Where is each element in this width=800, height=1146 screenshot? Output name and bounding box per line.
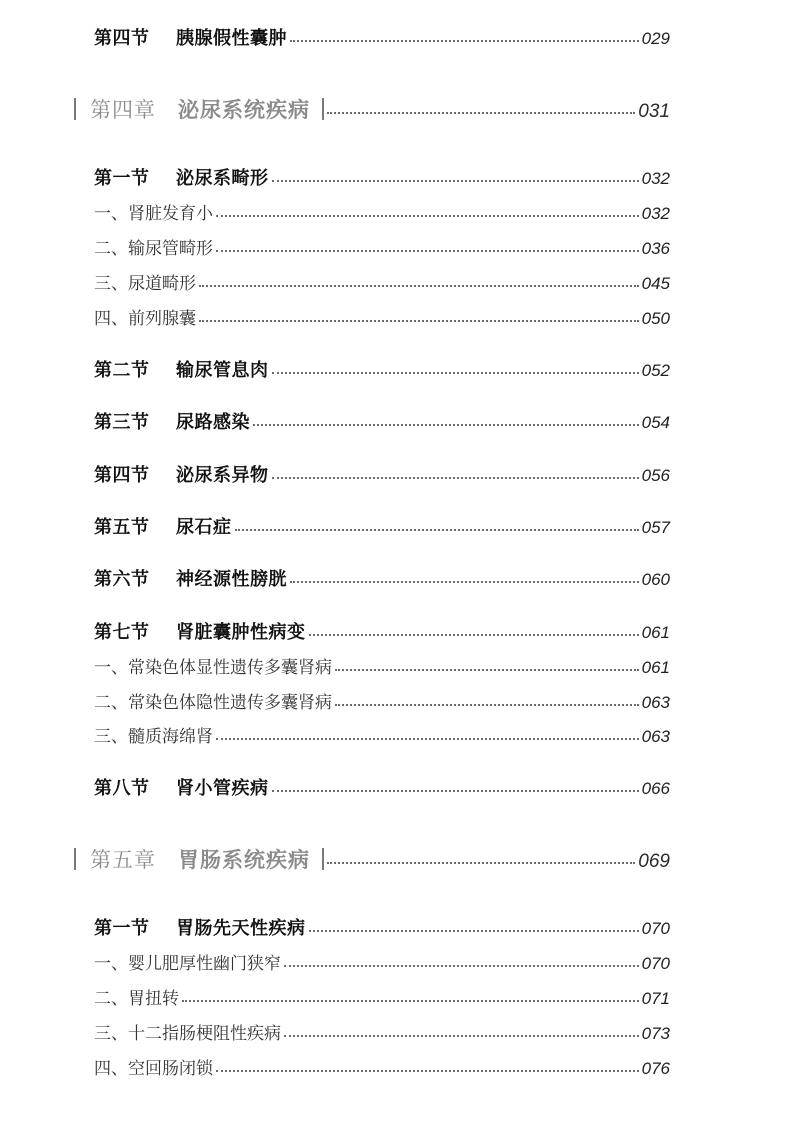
section-number: 第八节 — [94, 778, 150, 799]
section-title: 神经源性膀胱 — [176, 569, 287, 590]
chapter-bar-left — [74, 848, 76, 870]
page-number: 056 — [641, 466, 670, 485]
item-title: 四、空回肠闭锁 — [94, 1059, 213, 1079]
page-number: 061 — [641, 658, 670, 677]
section-number: 第三节 — [94, 412, 150, 433]
dot-leader — [272, 372, 639, 374]
entry-label — [94, 914, 306, 940]
toc-entry[interactable] — [94, 408, 670, 434]
section-title: 尿石症 — [176, 517, 232, 538]
dot-leader — [272, 790, 639, 792]
entry-label — [94, 774, 269, 800]
chapter-bar-right — [322, 98, 324, 120]
entry-label — [94, 513, 232, 539]
dot-leader — [309, 930, 639, 932]
chapter-bar-left — [74, 98, 76, 120]
entry-label — [74, 94, 324, 124]
dot-leader — [199, 320, 639, 322]
entry-label — [94, 461, 269, 487]
chapter-number: 第四章 — [90, 98, 156, 122]
dot-leader — [253, 424, 639, 426]
page-number: 032 — [641, 169, 670, 188]
section-title: 肾脏囊肿性病变 — [176, 622, 306, 643]
item-title: 一、肾脏发育小 — [94, 204, 213, 224]
dot-leader — [309, 634, 639, 636]
dot-leader — [284, 1035, 639, 1037]
page-number: 070 — [641, 954, 670, 973]
dot-leader — [272, 477, 639, 479]
page-number: 032 — [641, 204, 670, 223]
section-number: 第七节 — [94, 622, 150, 643]
entry-label — [94, 164, 269, 190]
page-number: 061 — [641, 623, 670, 642]
section-number: 第一节 — [94, 168, 150, 189]
page-number: 066 — [641, 779, 670, 798]
page-number: 063 — [641, 693, 670, 712]
entry-label — [94, 356, 269, 382]
item-title: 三、十二指肠梗阻性疾病 — [94, 1024, 281, 1044]
item-title: 二、常染色体隐性遗传多囊肾病 — [94, 693, 332, 713]
section-number: 第六节 — [94, 569, 150, 590]
entry-label — [94, 565, 287, 591]
toc-entry[interactable] — [94, 688, 670, 713]
toc-entry[interactable] — [94, 199, 670, 224]
dot-leader — [182, 1000, 639, 1002]
dot-leader — [290, 581, 639, 583]
toc-entry[interactable] — [94, 461, 670, 487]
section-number: 第四节 — [94, 28, 150, 49]
toc-entry[interactable] — [94, 618, 670, 644]
section-title: 输尿管息肉 — [176, 360, 269, 381]
toc-entry[interactable] — [94, 164, 670, 190]
dot-leader — [327, 862, 635, 864]
page-number: 073 — [641, 1024, 670, 1043]
chapter-number: 第五章 — [90, 848, 156, 872]
dot-leader — [335, 669, 639, 671]
toc-entry[interactable] — [94, 565, 670, 591]
page-number: 045 — [641, 274, 670, 293]
toc-entry[interactable] — [94, 1019, 670, 1044]
entry-label — [94, 24, 287, 50]
item-title: 二、胃扭转 — [94, 989, 179, 1009]
toc-entry[interactable] — [94, 653, 670, 678]
section-title: 泌尿系畸形 — [176, 168, 269, 189]
toc-entry[interactable] — [94, 24, 670, 50]
toc-entry[interactable] — [94, 984, 670, 1009]
toc-entry[interactable] — [94, 914, 670, 940]
section-number: 第四节 — [94, 465, 150, 486]
page-number: 071 — [641, 989, 670, 1008]
page-number: 057 — [641, 518, 670, 537]
dot-leader — [216, 738, 639, 740]
section-title: 胃肠先天性疾病 — [176, 918, 306, 939]
dot-leader — [284, 965, 639, 967]
toc-entry[interactable] — [94, 513, 670, 539]
chapter-title: 泌尿系统疾病 — [178, 97, 310, 122]
dot-leader — [216, 1070, 639, 1072]
page-number: 036 — [641, 239, 670, 258]
item-title: 三、尿道畸形 — [94, 274, 196, 294]
page-number: 052 — [641, 361, 670, 380]
dot-leader — [272, 180, 639, 182]
toc-entry[interactable] — [94, 722, 670, 747]
item-title: 四、前列腺囊 — [94, 309, 196, 329]
section-title: 肾小管疾病 — [176, 778, 269, 799]
chapter-title: 胃肠系统疾病 — [178, 847, 310, 872]
toc-entry[interactable] — [94, 269, 670, 294]
page-number: 076 — [641, 1059, 670, 1078]
section-title: 泌尿系异物 — [176, 465, 269, 486]
toc-entry[interactable] — [94, 949, 670, 974]
dot-leader — [335, 704, 639, 706]
dot-leader — [216, 250, 639, 252]
entry-label — [94, 618, 306, 644]
toc-entry[interactable] — [74, 94, 670, 124]
page-number: 029 — [641, 29, 670, 48]
item-title: 二、输尿管畸形 — [94, 239, 213, 259]
toc-entry[interactable] — [94, 1054, 670, 1079]
section-number: 第五节 — [94, 517, 150, 538]
page-number: 054 — [641, 413, 670, 432]
chapter-bar-right — [322, 848, 324, 870]
dot-leader — [290, 40, 639, 42]
dot-leader — [199, 285, 639, 287]
page-number: 070 — [641, 919, 670, 938]
item-title: 一、常染色体显性遗传多囊肾病 — [94, 658, 332, 678]
section-number: 第二节 — [94, 360, 150, 381]
section-number: 第一节 — [94, 918, 150, 939]
entry-label — [74, 844, 324, 874]
toc-entry[interactable] — [94, 234, 670, 259]
toc-entry[interactable] — [94, 356, 670, 382]
page-number: 069 — [638, 851, 670, 872]
dot-leader — [235, 529, 639, 531]
toc-entry[interactable] — [94, 774, 670, 800]
toc-entry[interactable] — [74, 844, 670, 874]
dot-leader — [216, 215, 639, 217]
page-number: 031 — [638, 101, 670, 122]
section-title: 胰腺假性囊肿 — [176, 28, 287, 49]
dot-leader — [327, 112, 635, 114]
toc-entry[interactable] — [94, 304, 670, 329]
page-number: 050 — [641, 309, 670, 328]
entry-label — [94, 408, 250, 434]
page-number: 063 — [641, 727, 670, 746]
section-title: 尿路感染 — [176, 412, 250, 433]
item-title: 三、髓质海绵肾 — [94, 727, 213, 747]
item-title: 一、婴儿肥厚性幽门狭窄 — [94, 954, 281, 974]
page-number: 060 — [641, 570, 670, 589]
